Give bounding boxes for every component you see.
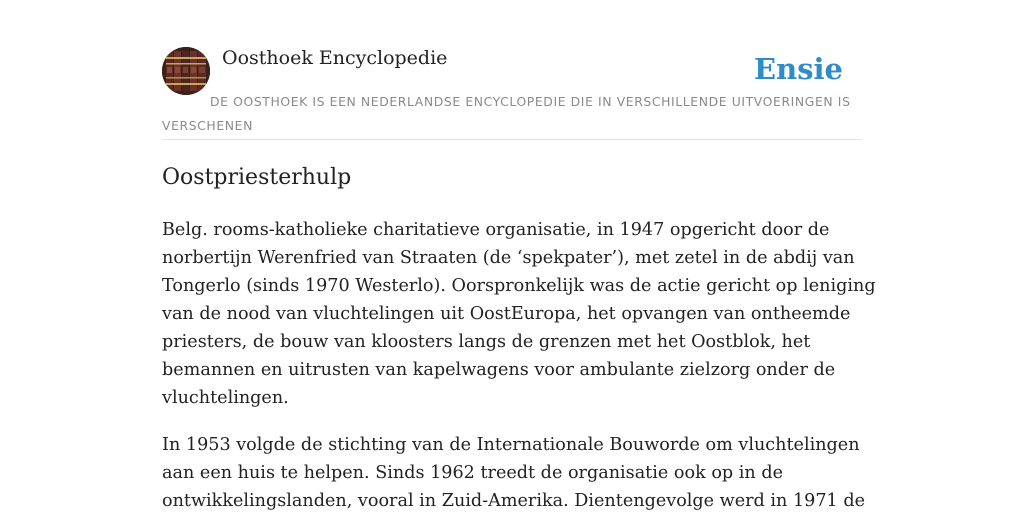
brand-logo[interactable]: Ensie	[754, 52, 843, 86]
text-line: van de nood van vluchtelingen uit OostEuropa, het opvangen van ontheemde	[162, 304, 851, 324]
source-header	[162, 46, 862, 140]
source-tagline: DE OOSTHOEK IS EEN NEDERLANDSE ENCYCLOPEDIE DIE IN VERSCHILLENDE UITVOERINGEN IS VERSCHENEN	[162, 94, 851, 133]
text-line: Tongerlo (sinds 1970 Westerlo). Oorspronkelijk was de actie gericht op leniging	[162, 276, 876, 296]
source-avatar[interactable]	[162, 47, 210, 95]
text-line: ontwikkelingslanden, vooral in Zuid-Amerika. Dientengevolge werd in 1971 de	[162, 491, 866, 511]
text-line: In 1953 volgde de stichting van de Internationale Bouworde om vluchtelingen	[162, 435, 860, 455]
text-line: vluchtelingen.	[162, 388, 289, 408]
article-title: Oostpriesterhulp	[162, 165, 352, 190]
text-line: priesters, de bouw van kloosters langs de grenzen met het Oostblok, het	[162, 332, 811, 352]
text-line: norbertijn Werenfried van Straaten (de ‘spekpater’), met zetel in de abdij van	[162, 248, 855, 268]
article-body	[162, 216, 876, 512]
article-paragraph	[162, 431, 866, 512]
text-line: aan een huis te helpen. Sinds 1962 treedt de organisatie ook op in de	[162, 463, 783, 483]
text-line: bemannen en uitrusten van kapelwagens voor ambulante zielzorg onder de	[162, 360, 836, 380]
article-paragraph	[162, 216, 876, 412]
book-spines-icon	[162, 47, 210, 95]
text-line: Belg. rooms-katholieke charitatieve organisatie, in 1947 opgericht door de	[162, 220, 830, 240]
source-name[interactable]: Oosthoek Encyclopedie	[222, 47, 448, 69]
